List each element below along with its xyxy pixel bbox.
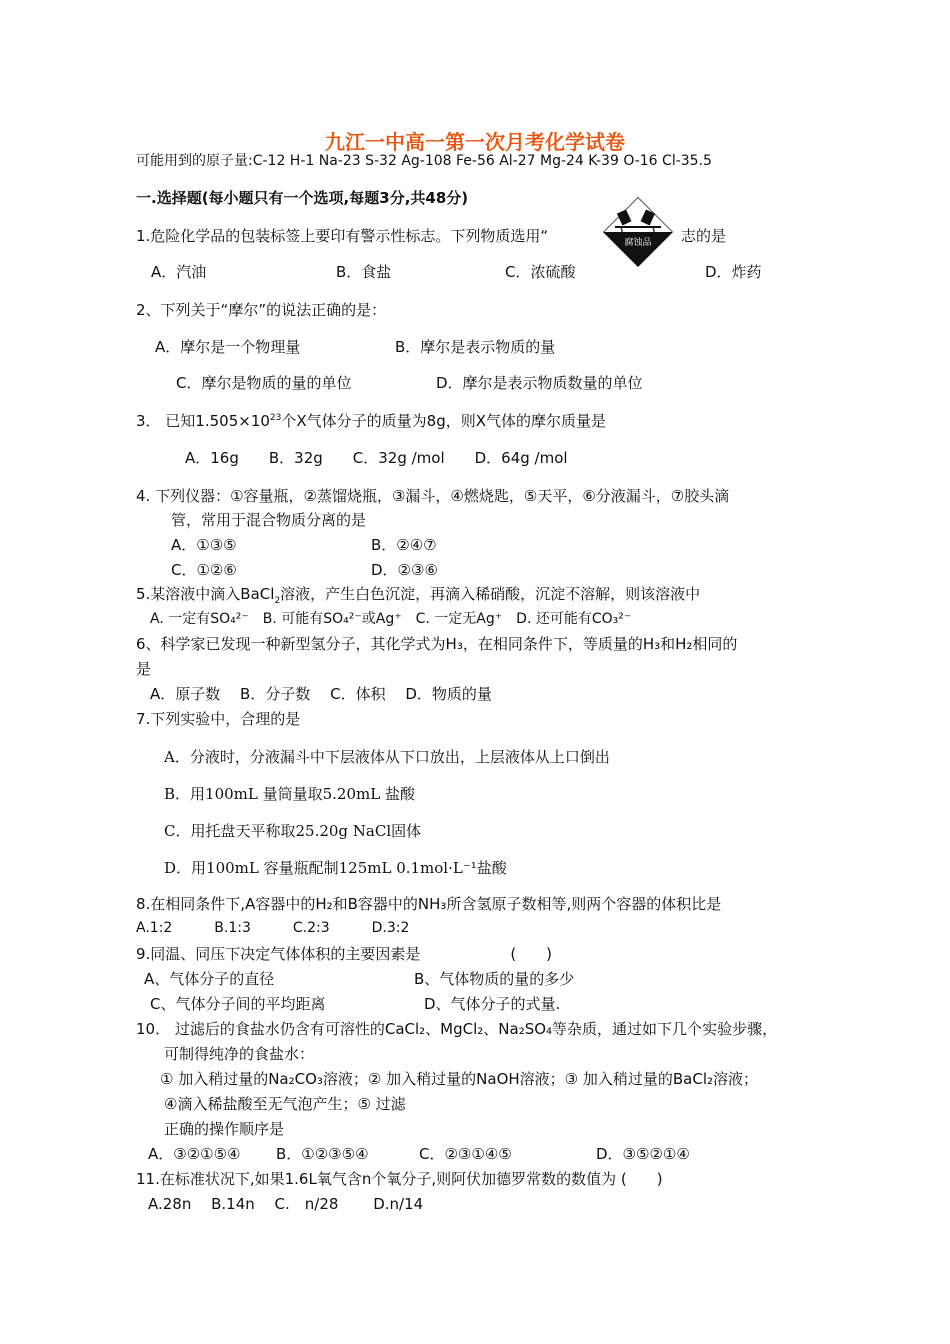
q9-stem: 9.同温、同压下决定气体体积的主要因素是 ( )	[136, 945, 553, 963]
section-heading: 一.选择题(每小题只有一个选项,每题3分,共48分)	[136, 189, 469, 207]
q2-option-a: A．摩尔是一个物理量	[155, 338, 301, 356]
q1-stem-end: 志的是	[681, 227, 727, 245]
q5-stem: 5.某溶液中滴入BaCl$_2$溶液，产生白色沉淀，再滴入稀硝酸，沉淀不溶解，则该溶液中	[136, 585, 701, 606]
q1-option-a: A．汽油	[151, 263, 207, 281]
q9-option-a: A、气体分子的直径	[144, 970, 275, 988]
q10-steps-2: ④滴入稀盐酸至无气泡产生；⑤ 过滤	[164, 1095, 406, 1113]
q1-option-c: C．浓硫酸	[505, 263, 576, 281]
q8-options: A.1:2 B.1:3 C.2:3 D.3:2	[136, 920, 410, 936]
q6-stem-cont: 是	[136, 660, 152, 678]
q7-option-a: A．分液时，分液漏斗中下层液体从下口放出，上层液体从上口倒出	[164, 748, 610, 766]
q2-option-c: C．摩尔是物质的量的单位	[176, 374, 352, 392]
q7-stem: 7.下列实验中，合理的是	[136, 710, 301, 728]
atomic-masses: 可能用到的原子量:C-12 H-1 Na-23 S-32 Ag-108 Fe-56 Al-27 Mg-24 K-39 O-16 Cl-35.5	[136, 153, 712, 169]
hazard-label: 腐蚀品	[624, 238, 652, 248]
q2-option-d: D．摩尔是表示物质数量的单位	[436, 374, 643, 392]
q3-options: A．16g B．32g C．32g /mol D．64g /mol	[185, 449, 568, 467]
q7-option-c: C．用托盘天平称取25.20g NaCl固体	[164, 822, 422, 840]
q4-option-d: D．②③⑥	[371, 561, 438, 579]
q3-stem: 3． 已知$1.505\times 10^{23}$个X气体分子的质量为8g，则X气体的摩尔质量是	[136, 412, 606, 430]
q10-option-c: C．②③①④⑤	[419, 1145, 512, 1163]
q1-option-b: B．食盐	[336, 263, 392, 281]
q9-option-b: B、气体物质的量的多少	[414, 970, 575, 988]
q11-stem: 11.在标准状况下,如果1.6L氧气含n个氧分子,则阿伏加德罗常数的数值为 ( )	[136, 1170, 663, 1188]
q10-option-b: B．①②③⑤④	[276, 1145, 369, 1163]
q10-option-a: A．③②①⑤④	[148, 1145, 241, 1163]
q1-option-d: D．炸药	[705, 263, 762, 281]
page-title: 九江一中高一第一次月考化学试卷	[325, 130, 625, 154]
corrosive-hazard-icon	[603, 197, 673, 267]
q4-stem-cont: 管，常用于混合物质分离的是	[171, 511, 367, 529]
q8-stem: 8.在相同条件下,A容器中的H₂和B容器中的NH₃所含氢原子数相等,则两个容器的体积比是	[136, 895, 722, 913]
q7-option-d: D．用100mL 容量瓶配制125mL 0.1mol·L⁻¹盐酸	[164, 859, 507, 877]
q1-stem: 1.危险化学品的包装标签上要印有警示性标志。下列物质选用“	[136, 227, 549, 245]
q10-question: 正确的操作顺序是	[164, 1120, 285, 1138]
q10-option-d: D．③⑤②①④	[596, 1145, 690, 1163]
q10-stem: 10． 过滤后的食盐水仍含有可溶性的CaCl₂、MgCl₂、Na₂SO₄等杂质，通过如下几个实验步骤，	[136, 1020, 778, 1038]
q10-stem-cont: 可制得纯净的食盐水：	[164, 1045, 315, 1063]
q2-stem: 2、下列关于“摩尔”的说法正确的是：	[136, 301, 387, 319]
q9-option-d: D、气体分子的式量.	[424, 995, 561, 1013]
q5-options: A. 一定有SO₄²⁻ B. 可能有SO₄²⁻或Ag⁺ C. 一定无Ag⁺ D. 还可能有CO₃²⁻	[150, 611, 632, 627]
q11-options: A.28n B.14n C. n/28 D.n/14	[148, 1195, 424, 1213]
q7-option-b: B．用100mL 量筒量取5.20mL 盐酸	[164, 785, 415, 803]
q6-stem: 6、科学家已发现一种新型氢分子，其化学式为H₃，在相同条件下，等质量的H₃和H₂相同的	[136, 635, 738, 653]
q4-option-c: C．①②⑥	[171, 561, 237, 579]
q10-steps-1: ① 加入稍过量的Na₂CO₃溶液；② 加入稍过量的NaOH溶液；③ 加入稍过量的BaCl₂溶液；	[160, 1070, 759, 1088]
q9-option-c: C、气体分子间的平均距离	[150, 995, 326, 1013]
q2-option-b: B．摩尔是表示物质的量	[395, 338, 556, 356]
q4-option-a: A．①③⑤	[171, 536, 237, 554]
q4-stem: 4. 下列仪器：①容量瓶，②蒸馏烧瓶，③漏斗，④燃烧匙，⑤天平，⑥分液漏斗，⑦胶头滴	[136, 487, 730, 505]
q4-option-b: B．②④⑦	[371, 536, 437, 554]
q6-options: A．原子数 B．分子数 C．体积 D．物质的量	[150, 685, 492, 703]
